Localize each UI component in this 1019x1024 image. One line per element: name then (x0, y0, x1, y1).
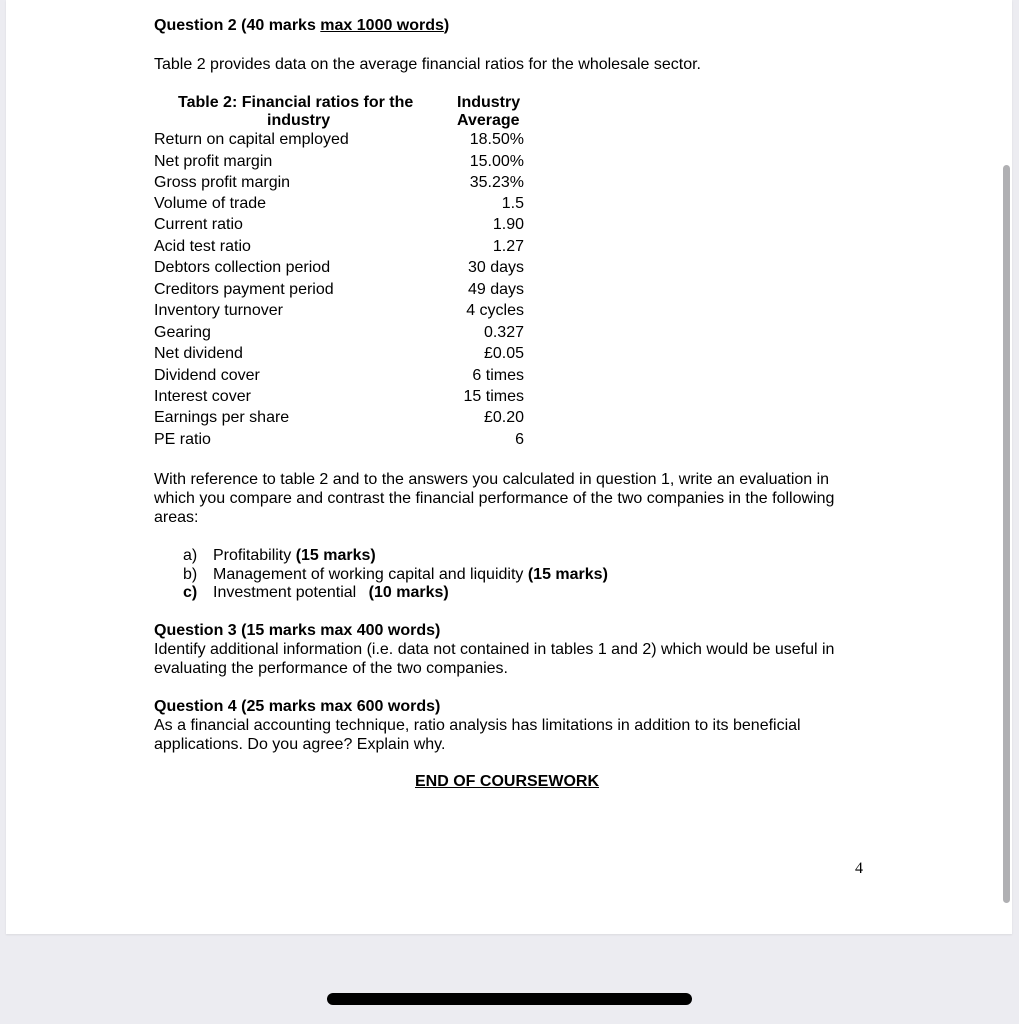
page-number: 4 (855, 860, 863, 877)
table-row-label: Gross profit margin (154, 174, 291, 191)
q3-line1: Identify additional information (i.e. data not contained in tables 1 and 2) which would be useful in (154, 641, 835, 658)
q2-heading-a: Question 2 (40 marks (154, 17, 321, 34)
list-item-text: Profitability (213, 547, 296, 564)
table-row-value: 30 days (467, 259, 524, 276)
col-header-line2: Average (457, 112, 520, 129)
table-row-value: 18.50% (469, 131, 524, 148)
table-row-label: Debtors collection period (154, 259, 331, 276)
table-row-label: PE ratio (154, 431, 211, 448)
q4-line1: As a financial accounting technique, ratio analysis has limitations in addition to its beneficial (154, 717, 801, 734)
table-row-label: Return on capital employed (154, 131, 349, 148)
q4-line2: applications. Do you agree? Explain why. (154, 736, 446, 753)
list-marker: c) (183, 584, 198, 601)
table-row-value: 1.90 (492, 216, 524, 233)
table-row-value: 15.00% (469, 153, 524, 170)
list-item-text: Investment potential (213, 584, 361, 601)
q2-intro: Table 2 provides data on the average financial ratios for the wholesale sector. (154, 56, 701, 73)
table-row-label: Net dividend (154, 345, 243, 362)
table-row-value: 0.327 (483, 324, 524, 341)
table-row-value: 4 cycles (466, 302, 524, 319)
table-row-value: £0.20 (483, 409, 524, 426)
list-item (213, 547, 376, 565)
table-row-label: Volume of trade (154, 195, 267, 212)
table-row-label: Current ratio (154, 216, 243, 233)
list-item (213, 566, 608, 584)
table-row-value: 35.23% (469, 174, 524, 191)
table-row-value: 1.5 (501, 195, 524, 212)
list-item-marks: (15 marks) (295, 547, 376, 564)
table-row-value: 6 times (472, 367, 524, 384)
col-header-line1: Industry (457, 94, 521, 111)
table-row-value: 15 times (463, 388, 524, 405)
q2-paragraph-line1: With reference to table 2 and to the answers you calculated in question 1, write an evaluation in (154, 471, 830, 488)
table-row-label: Inventory turnover (154, 302, 283, 319)
end-of-coursework: END OF COURSEWORK (415, 773, 599, 790)
q2-heading-c: ) (443, 17, 450, 34)
q2-heading-words: max 1000 words (320, 17, 444, 34)
table-row-label: Dividend cover (154, 367, 260, 384)
table-row-label: Net profit margin (154, 153, 273, 170)
table-row-value: 49 days (467, 281, 524, 298)
table-row-value: 1.27 (492, 238, 524, 255)
list-item (213, 584, 449, 602)
table-row-label: Creditors payment period (154, 281, 334, 298)
list-marker: b) (183, 566, 198, 583)
table-row-label: Earnings per share (154, 409, 290, 426)
q3-heading: Question 3 (15 marks max 400 words) (154, 622, 441, 639)
home-indicator[interactable] (327, 993, 692, 1005)
list-marker: a) (183, 547, 198, 564)
q2-paragraph-line3: areas: (154, 509, 199, 526)
list-item-marks: (15 marks) (527, 566, 608, 583)
table-row-label: Acid test ratio (154, 238, 251, 255)
table-title-line1: Table 2: Financial ratios for the (178, 94, 414, 111)
table-row-value: 6 (515, 431, 524, 448)
q2-paragraph-line2: which you compare and contrast the financial performance of the two companies in the following (154, 490, 835, 507)
table-row-label: Interest cover (154, 388, 251, 405)
list-item-text: Management of working capital and liquidity (213, 566, 528, 583)
q4-heading: Question 4 (25 marks max 600 words) (154, 698, 441, 715)
table-row-label: Gearing (154, 324, 211, 341)
q2-heading (154, 17, 449, 35)
q3-line2: evaluating the performance of the two companies. (154, 660, 508, 677)
scrollbar[interactable] (1003, 165, 1010, 903)
table-title-line2: industry (267, 112, 331, 129)
list-item-marks: (10 marks) (368, 584, 449, 601)
table-row-value: £0.05 (483, 345, 524, 362)
